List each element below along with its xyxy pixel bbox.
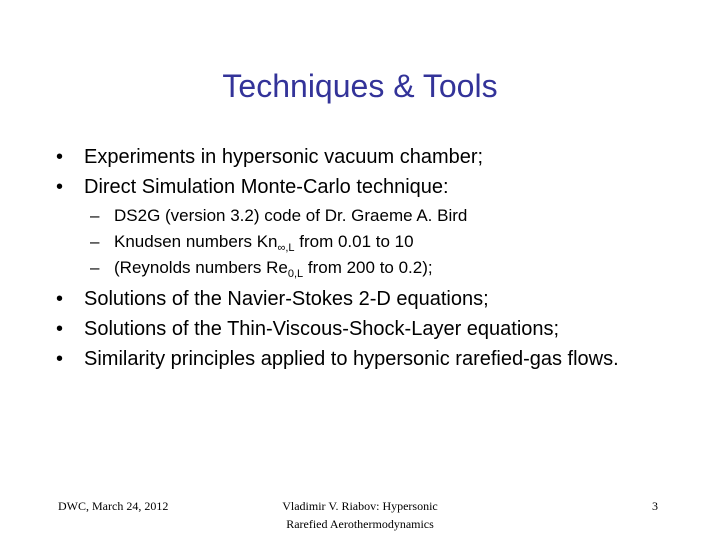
slide-title: Techniques & Tools [222,68,498,104]
reynolds-range: from 200 to 0.2); [303,258,433,277]
sub-bullet-text: DS2G (version 3.2) code of Dr. Graeme A. Bird [114,206,468,225]
knudsen-subscript: ∞,L [277,242,295,254]
knudsen-range: from 0.01 to 10 [294,232,414,251]
bullet-text: Direct Simulation Monte-Carlo technique: [84,176,449,198]
reynolds-subscript: 0,L [287,268,304,280]
footer-author-line2: Rarefied Aerothermodynamics [286,517,434,531]
bullet-dot: • [56,146,64,168]
bullet-text: Solutions of the Navier-Stokes 2-D equations; [84,288,489,310]
bullet-dot: • [56,348,64,370]
bullet-dot: • [56,318,64,340]
page-number: 3 [652,499,658,513]
sub-bullet-text [114,232,414,252]
footer-author-line1: Vladimir V. Riabov: Hypersonic [282,499,438,513]
reynolds-label: (Reynolds numbers Re [114,258,288,277]
knudsen-label: Knudsen numbers Kn [114,232,278,251]
bullet-dot: • [56,288,64,310]
sub-bullet-dash: – [90,258,100,277]
footer-date: DWC, March 24, 2012 [58,499,169,513]
bullet-text: Solutions of the Thin-Viscous-Shock-Layer equations; [84,318,560,340]
bullet-text: Experiments in hypersonic vacuum chamber; [84,146,484,168]
sub-bullet-dash: – [90,206,100,225]
bullet-dot: • [56,176,64,198]
footer-author [220,497,500,533]
sub-bullet-dash: – [90,232,100,251]
bullet-text: Similarity principles applied to hypersonic rarefied-gas flows. [84,348,619,370]
sub-bullet-text [114,258,433,278]
